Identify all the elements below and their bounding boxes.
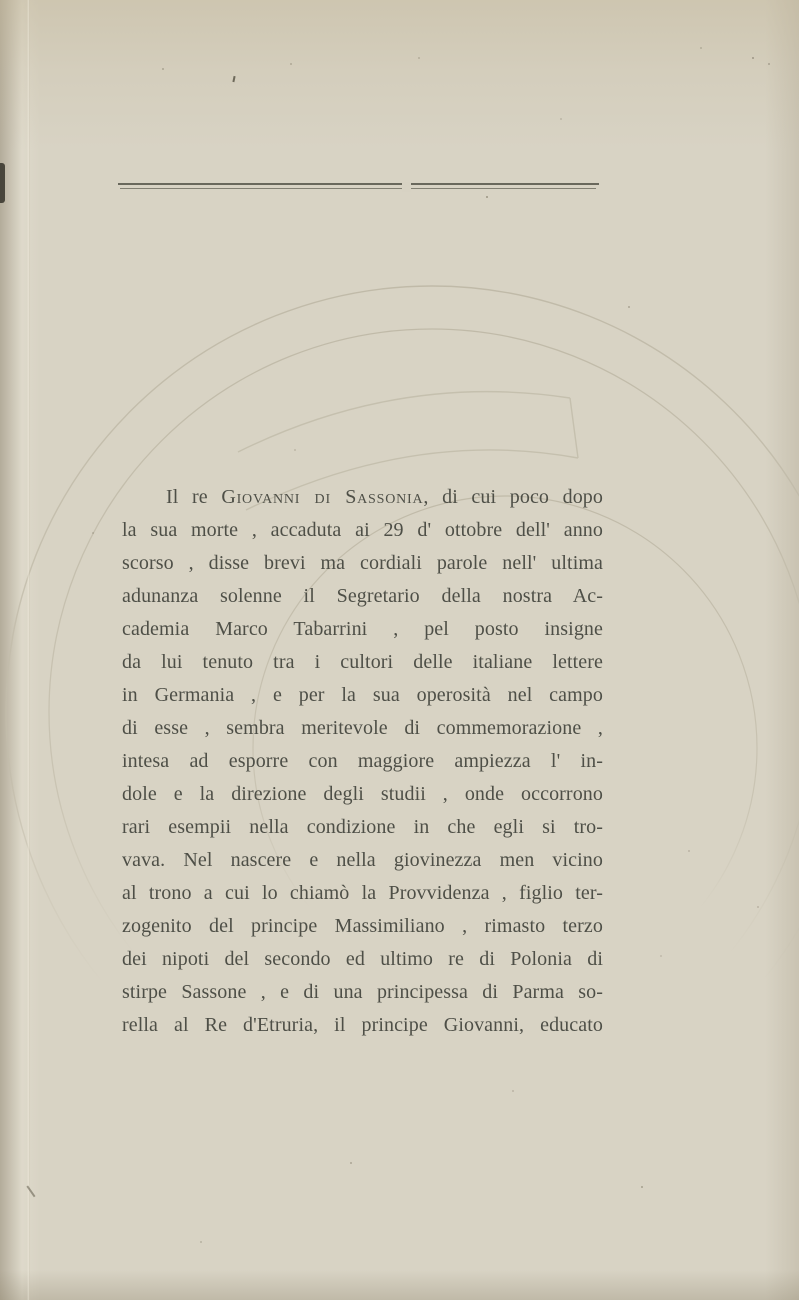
double-rule xyxy=(118,183,599,191)
double-rule-top-line xyxy=(118,183,599,185)
text-line: rari esempii nella condizione in che egli si tro- xyxy=(122,816,603,838)
double-rule-bottom-line xyxy=(120,188,596,189)
text-line: intesa ad esporre con maggiore ampiezza l' in- xyxy=(122,750,603,772)
text-line: in Germania , e per la sua operosità nel campo xyxy=(122,684,603,706)
text-line: stirpe Sassone , e di una principessa di Parma so- xyxy=(122,981,603,1003)
binding-edge-mark xyxy=(0,163,5,203)
text-line: scorso , disse brevi ma cordiali parole nell' ultima xyxy=(122,552,603,574)
small-caps-name: Giovanni di Sassonia xyxy=(221,486,424,508)
text-line: dole e la direzione degli studii , onde occorrono xyxy=(122,783,603,805)
text-line: dei nipoti del secondo ed ultimo re di Polonia di xyxy=(122,948,603,970)
text-line xyxy=(122,481,603,514)
first-line-prefix: Il re xyxy=(166,486,208,508)
first-line-suffix: , di cui poco dopo xyxy=(423,486,604,508)
text-line: di esse , sembra meritevole di commemorazione , xyxy=(122,717,603,739)
page-edge-crease xyxy=(27,0,30,1300)
paper-tick-mark xyxy=(232,76,235,82)
text-line: la sua morte , accaduta ai 29 d' ottobre dell' anno xyxy=(122,519,603,541)
paragraph xyxy=(122,481,603,1042)
paper-specks xyxy=(0,0,2,2)
text-line: al trono a cui lo chiamò la Provvidenza , figlio ter- xyxy=(122,882,603,904)
text-line: vava. Nel nascere e nella giovinezza men vicino xyxy=(122,849,603,871)
text-line: rella al Re d'Etruria, il principe Giovanni, educato xyxy=(122,1014,603,1036)
text-line: cademia Marco Tabarrini , pel posto insigne xyxy=(122,618,603,640)
double-rule-break xyxy=(402,182,411,192)
text-line: adunanza solenne il Segretario della nostra Ac- xyxy=(122,585,603,607)
text-line: da lui tenuto tra i cultori delle italiane lettere xyxy=(122,651,603,673)
text-line: zogenito del principe Massimiliano , rimasto terzo xyxy=(122,915,603,937)
